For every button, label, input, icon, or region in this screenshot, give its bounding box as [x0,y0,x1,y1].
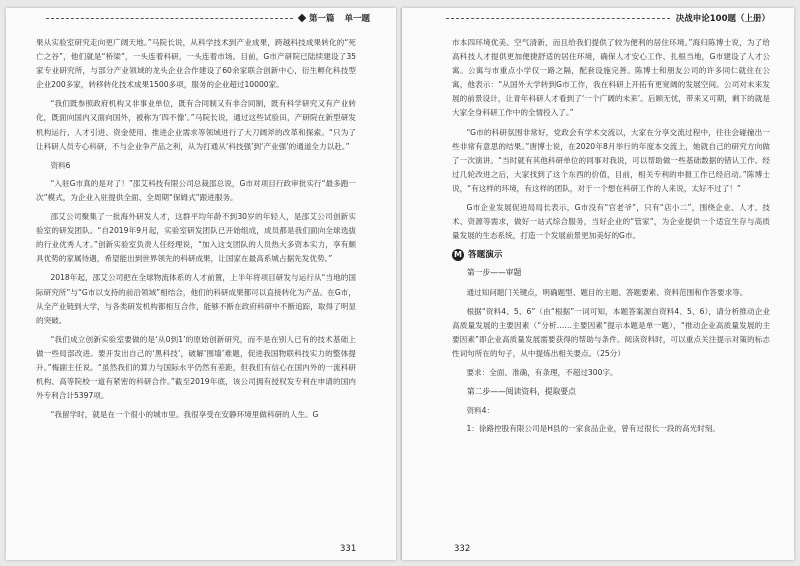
header-part: 第一篇 [308,14,335,24]
paragraph: 要求：全面、准确，有条理，不超过300字。 [466,367,618,377]
paragraph: “我留学时，就是在一个很小的城市里。我很享受在安静环境里做科研的人生。G [50,410,319,420]
paragraph: 通过知问题门关键点，明确题型、题目的主题、答题要素、资料范围和作答要求等。 [466,287,748,297]
left-page-body [36,36,356,427]
section-heading [452,248,770,262]
left-running-header [40,12,370,24]
header-rule [46,18,293,19]
left-page-number: 331 [340,544,357,554]
right-page-body [452,36,770,441]
paragraph: 2018年起，邵艾公司把在全球物流体系的人才前置，上半年将项目研发与运行从“当地的国际研究所”与“G市以支持的前沿领域”相结合，他们的科研成果都可以直接转化为产品。在G市，从全产业链到大学，与各类研发机构都相互合作，能够不断在政府科研中不断追踪，取得了明显的突破。 [36,273,356,325]
right-running-header [440,12,770,24]
header-rule [446,18,670,19]
step-title: 第二步——阅读资料，提取要点 [466,387,576,397]
section-badge-icon: M [452,249,464,261]
material-label: 资料6 [50,160,71,170]
paragraph: “G市的科研氛围非常好，党政会有学术交流以，大家在分享交流过程中，往往会碰撞出一些非常有意思的结果。”唐博士说，在2020年8月举行的年度本交流上，她就自己的研究方向做了一次演讲。“当时就有其他科研单位的同事对我说，可以帮助做一些基础数据的错认工作。经过几轮改进之后，大家找到了这个东西的价值，目前，相关专利的申报工作已经启动。”陈博士说，“有这样的环境，有这样的团队，对于一个想在科研工作的人来说，太好不过了！” [452,127,770,193]
header-diamond-icon [298,14,306,22]
paragraph: 市本四环境优美、空气清新，而且给我们提供了较为便利的居住环境。”海归陈博士说，为了给高科技人才提供更加便捷舒适的居住环境，确保人才安心工作、扎根当地，G市建设了人才公寓。公寓与市重点小学仅一路之隔，配套设施完善。陈博士和朋友公司的许多同仁就住在公寓，他表示：“从国外大学转到G市工作，我在科研上开拓有更宽阔的发展空间。公司对未来发展的前景设计，让青年科研人才看到了‘一个广阔的未来’。后顾无忧，带来又可期，剩下的就是大家全身科研工作中的全情投入了。” [452,38,770,118]
paragraph: “入驻G市真的是对了！”邵艾科技有限公司总裁邵总说，G市对项目行政审批实行“最多跑一次”模式，为企业入驻提供全面、全周期“保姆式”跟进服务。 [36,178,356,202]
paragraph: 果从实验室研究走向更广阔天地。”马院长说，从科学技术到产业成果，跨越科技成果转化的“死亡之谷”，他们就是“桥梁”，一头连着科研，一头连着市场。目前，G市产研院已陆续建设了35家专业研究所，与部分产业领域的龙头企业合作建设了60余家联合创新中心，衍生孵化科技型企业200多家，转移转化技术成果1500多项，服务的企业超过10000家。 [36,38,356,90]
right-page-number: 332 [454,544,471,554]
paragraph: G市企业发展促进局局长表示，G市没有“官老爷”，只有“店小二”，围绕企业、人才、技术、资源等需求，做好一站式综合服务，当好企业的“管家”，为企业提供一个适宜生存与高质量发展的生态系统，打造一个发展前景更加美好的G市。 [452,203,770,241]
paragraph: 1：徐路控股有限公司是H县的一家食品企业，曾有过很长一段的高光时刻。 [466,424,720,434]
header-book-title: 决战申论100题（上册） [675,14,770,24]
material-label: 资料4： [466,406,495,416]
header-subject: 单一题 [344,14,370,24]
paragraph: “我们既参照政府机构又非事业单位，既有合同制又有非合同制，既有科学研究又有产业转化，既面向国内又面向国外，被称为‘四不像’。”马院长说，通过这些试验田，产研院在新型研发机构运行、人才引进、资金使用、推进企业需求等领域进行了大刀阔斧的改革和探索。“只为了让科研人员专心科研，不与企业争产品之利，从为打通从‘科技强’到‘产业强’的通道全力以赴。” [36,99,356,151]
paragraph: “我们成立创新实验室要做的是‘从0到1’的原始创新研究，而不是在别人已有的技术基础上做一些局部改进。要开发出自己的‘黑科技’，破解‘围墙’难题，促进我国物联科技实力的整体提升。”梅副主任说。“虽然我们的算力与国际水平仍然有差距，但我们有信心在国内外的一流科研机构、高等院校一道有紧密的科研合作。”截至2019年底，该公司拥有授权发专利在申请的国内外专利合计5397项。 [36,334,356,401]
section-title: 答题演示 [468,250,503,261]
paragraph: 根据“资料4、5、6”（由“根据”一词可知，本题答案源自资料4、5、6），请分析推动企业高质量发展的主要因素（“分析……主要因素”提示本题是单一题），“推动企业高质量发展的主要因素”即企业高质量发展需要获得的帮助与条件。阅读资料时，可以重点关注提示对策的标志性词句所在的句子，从中提炼出相关要点。（25分） [452,306,770,358]
paragraph: 邵艾公司聚集了一批海外研发人才，这群平均年龄不到30岁的年轻人，是邵艾公司创新实验室的研发团队。“自2019年9月起，实验室研发团队已开始组成，成员都是我们面向全球选拔的行业优秀人才。”创新实验室负责人任经理说，“加入这支团队的人员热大多资本实力，享有颇具优势的家属待遇，希望能出到世界领先的科研成果，让国家在最高系城占据先发优势。” [36,212,356,264]
step-title: 第一步——审题 [466,268,522,278]
